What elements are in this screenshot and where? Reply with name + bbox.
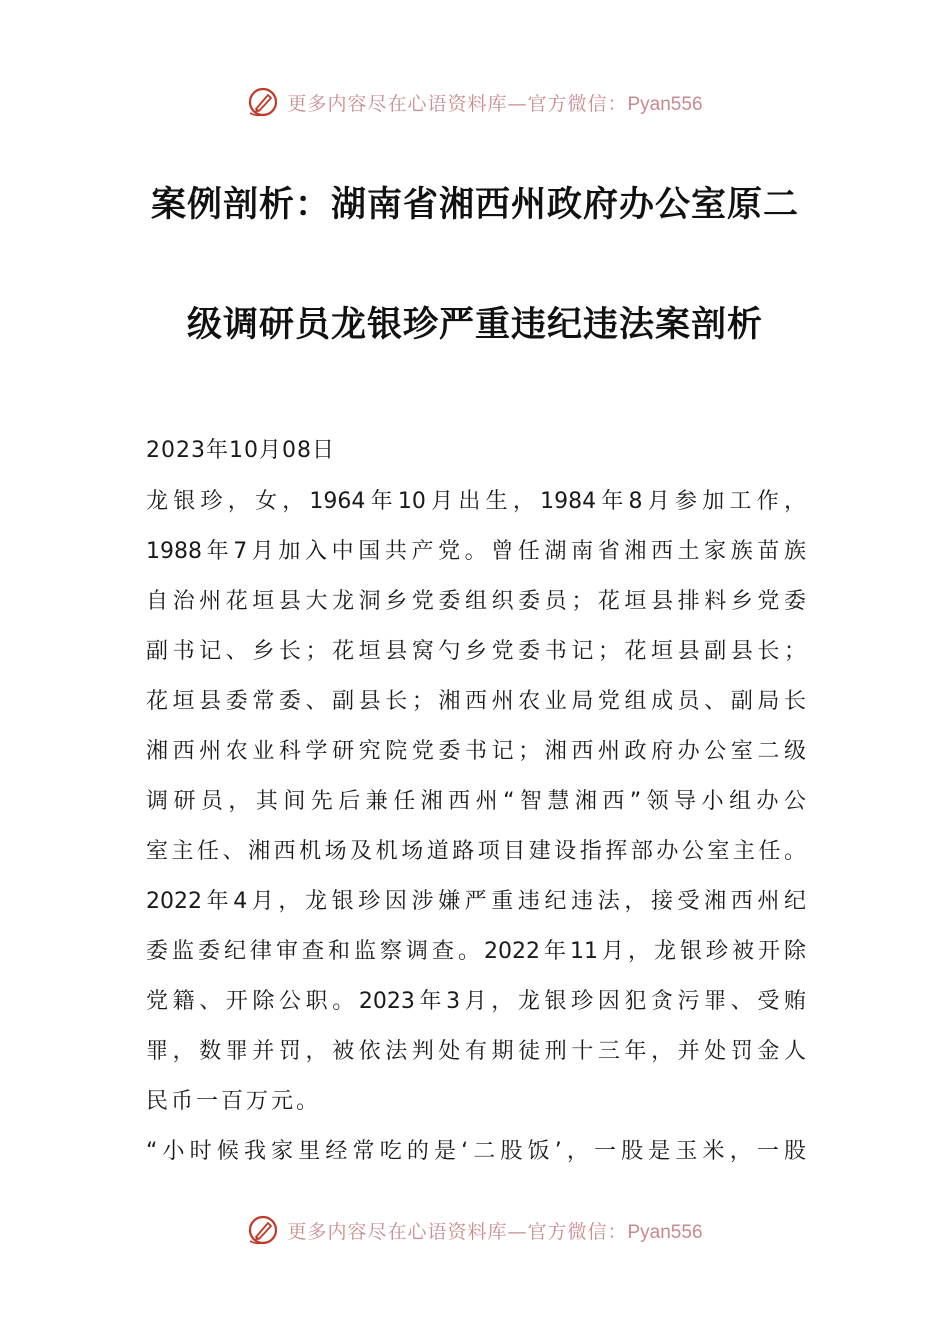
watermark-text-cn: 更多内容尽在心语资料库—官方微信： xyxy=(287,92,628,115)
watermark-wechat-id: Pyan556 xyxy=(627,1221,703,1243)
body-line-4: 副书记、乡长；花垣县窝勺乡党委书记；花垣县副县长； xyxy=(146,639,806,664)
body-line-8: 室主任、湘西机场及机场道路项目建设指挥部办公室主任。 xyxy=(146,839,806,864)
publish-date: 2023年10月08日 xyxy=(146,438,335,463)
pen-circle-logo-icon xyxy=(247,86,279,118)
body-line-1: 龙银珍，女，1964年10月出生，1984年8月参加工作， xyxy=(146,489,806,514)
page-title-line-1: 案例剖析：湖南省湘西州政府办公室原二 xyxy=(150,185,799,225)
body-line-5: 花垣县委常委、副县长；湘西州农业局党组成员、副局长 xyxy=(146,689,806,714)
body-line-6: 湘西州农业科学研究院党委书记；湘西州政府办公室二级 xyxy=(146,739,806,764)
body-line-3: 自治州花垣县大龙洞乡党委组织委员；花垣县排料乡党委 xyxy=(146,589,806,614)
body-line-10: 委监委纪律审查和监察调查。2022年11月，龙银珍被开除 xyxy=(146,939,806,964)
body-line-12: 罪，数罪并罚，被依法判处有期徒刑十三年，并处罚金人 xyxy=(146,1039,806,1064)
footer-watermark xyxy=(0,1210,950,1250)
watermark-text xyxy=(287,1217,702,1244)
watermark-text xyxy=(287,89,702,116)
body-line-13: 民币一百万元。 xyxy=(146,1089,322,1114)
page-title-line-2: 级调研员龙银珍严重违纪违法案剖析 xyxy=(186,305,763,345)
body-line-11: 党籍、开除公职。2023年3月，龙银珍因犯贪污罪、受贿 xyxy=(146,989,806,1014)
body-line-9: 2022年4月，龙银珍因涉嫌严重违纪违法，接受湘西州纪 xyxy=(146,889,806,914)
body-line-2: 1988年7月加入中国共产党。曾任湖南省湘西土家族苗族 xyxy=(146,539,806,564)
header-watermark xyxy=(0,82,950,122)
watermark-text-cn: 更多内容尽在心语资料库—官方微信： xyxy=(287,1220,628,1243)
pen-circle-logo-icon xyxy=(247,1214,279,1246)
body-line-14: “小时候我家里经常吃的是‘二股饭’，一股是玉米，一股 xyxy=(146,1139,806,1164)
watermark-wechat-id: Pyan556 xyxy=(627,93,703,115)
body-line-7: 调研员，其间先后兼任湘西州“智慧湘西”领导小组办公 xyxy=(146,789,806,814)
